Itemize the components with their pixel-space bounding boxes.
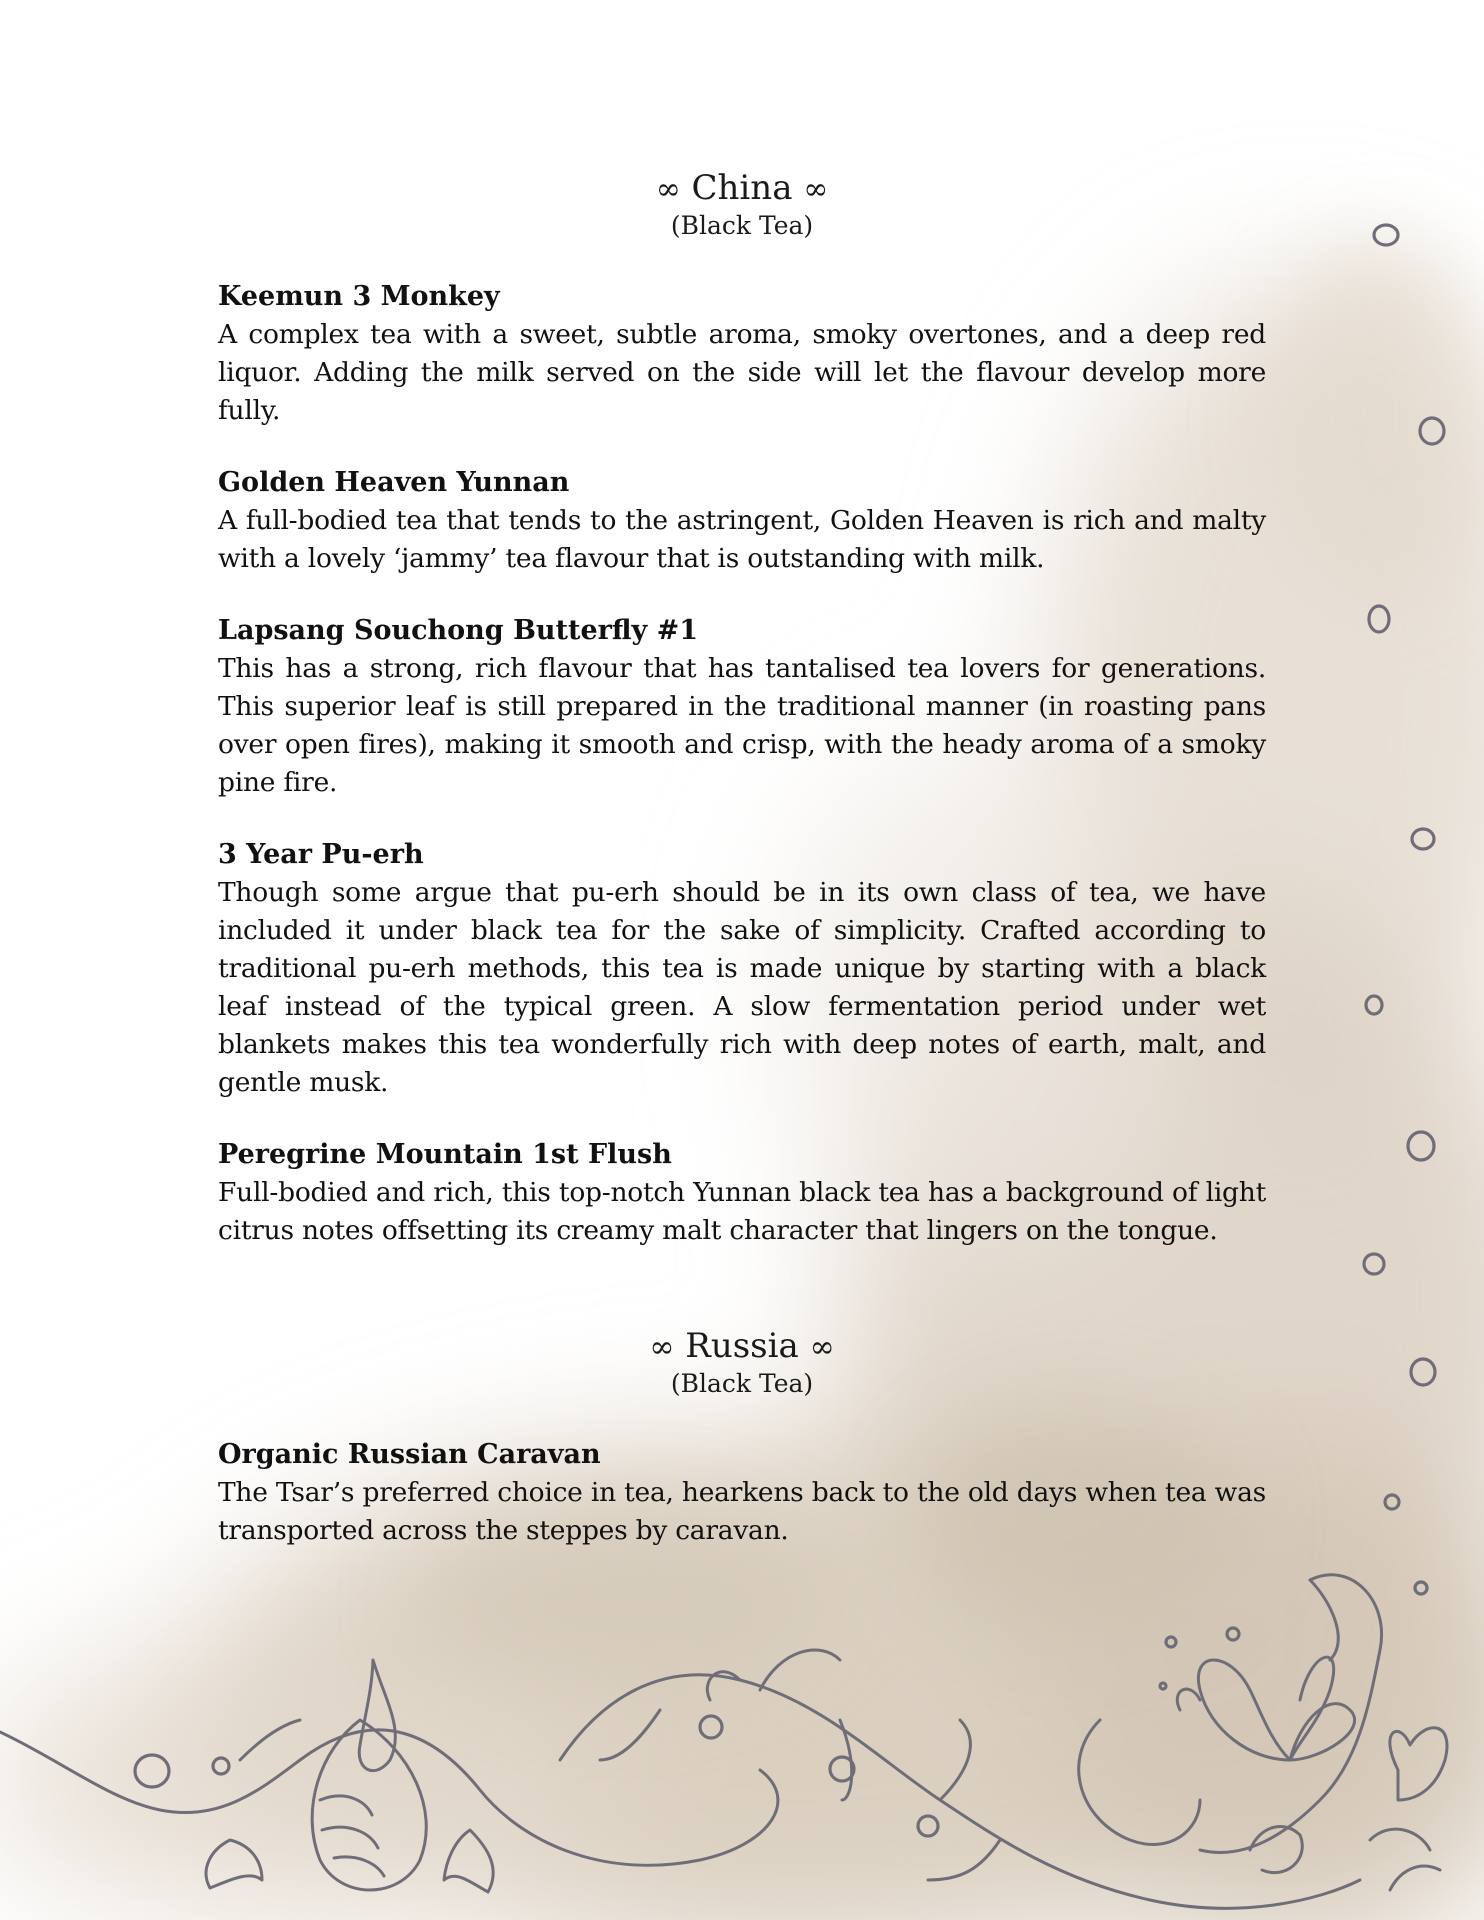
ornament-left-icon: ∞	[655, 172, 681, 207]
section-title-text: Russia	[685, 1326, 799, 1366]
menu-item	[218, 612, 1266, 802]
menu-section-china	[218, 168, 1266, 1250]
item-description: This has a strong, rich flavour that has tantalised tea lovers for generations. This superior leaf is still prepared in the traditional manner (in roasting pans over open fires), making it smooth and crisp, with the heady aroma of a smoky pine fire.	[218, 653, 1266, 798]
section-header	[218, 168, 1266, 242]
item-name: 3 Year Pu-erh	[218, 839, 424, 870]
section-title	[218, 1326, 1266, 1368]
item-name: Lapsang Souchong Butterfly #1	[218, 615, 699, 646]
item-description: The Tsar’s preferred choice in tea, hearkens back to the old days when tea was transported across the steppes by caravan.	[218, 1477, 1266, 1546]
section-subtitle: (Black Tea)	[670, 1369, 814, 1398]
item-name: Keemun 3 Monkey	[218, 281, 500, 312]
menu-item	[218, 464, 1266, 578]
section-header	[218, 1326, 1266, 1400]
item-description: A full-bodied tea that tends to the astringent, Golden Heaven is rich and malty with a lovely ‘jammy’ tea flavour that is outstanding with milk.	[218, 505, 1266, 574]
section-subtitle: (Black Tea)	[670, 211, 814, 240]
item-description: A complex tea with a sweet, subtle aroma, smoky overtones, and a deep red liquor. Adding the milk served on the side will let the flavour develop more fully.	[218, 319, 1266, 426]
ornament-right-icon: ∞	[809, 1330, 835, 1365]
item-name: Golden Heaven Yunnan	[218, 467, 570, 498]
menu-item	[218, 1436, 1266, 1550]
menu-section-russia	[218, 1326, 1266, 1550]
item-name: Organic Russian Caravan	[218, 1439, 601, 1470]
section-title-text: China	[691, 168, 793, 208]
menu-item	[218, 836, 1266, 1102]
item-description: Though some argue that pu-erh should be in its own class of tea, we have included it under black tea for the sake of simplicity. Crafted according to traditional pu-erh methods, this tea is made unique by starting with a black leaf instead of the typical green. A slow fermentation period under wet blankets makes this tea wonderfully rich with deep notes of earth, malt, and gentle musk.	[218, 877, 1266, 1098]
item-name: Peregrine Mountain 1st Flush	[218, 1139, 672, 1170]
menu-item	[218, 1136, 1266, 1250]
menu-content	[218, 168, 1266, 1584]
item-description: Full-bodied and rich, this top-notch Yunnan black tea has a background of light citrus notes offsetting its creamy malt character that lingers on the tongue.	[218, 1177, 1266, 1246]
section-title	[218, 168, 1266, 210]
menu-item	[218, 278, 1266, 430]
ornament-right-icon: ∞	[803, 172, 829, 207]
ornament-left-icon: ∞	[649, 1330, 675, 1365]
